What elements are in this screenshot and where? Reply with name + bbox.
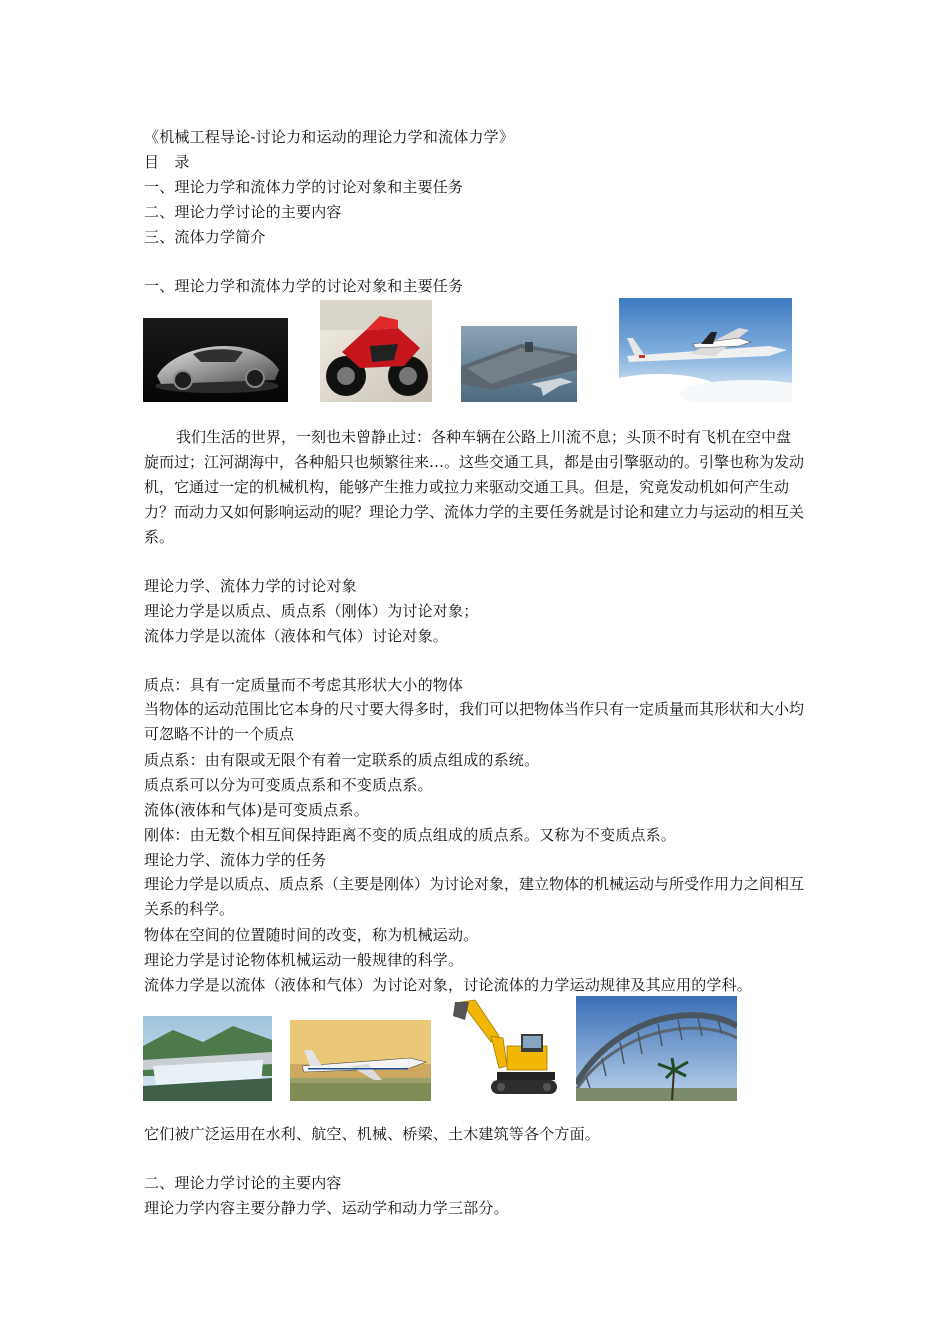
tasks-line: 理论力学是以质点、质点系（主要是刚体）为讨论对象，建立物体的机械运动与所受作用力之间相互关系的科学。	[144, 875, 805, 918]
aircraft-carrier-image	[461, 326, 577, 402]
dam-image	[143, 1016, 272, 1101]
system-definition: 质点系：由有限或无限个有着一定联系的质点组成的系统。	[144, 751, 540, 769]
particle-definition: 质点：具有一定质量而不考虑其形状大小的物体	[144, 676, 464, 694]
tasks-block	[144, 872, 804, 922]
mechanics-definition: 理论力学是讨论物体机械运动一般规律的科学。	[144, 951, 464, 969]
sports-car-image	[143, 318, 288, 402]
system-types: 质点系可以分为可变质点系和不变质点系。	[144, 776, 433, 794]
bridge-image	[576, 996, 737, 1101]
toc-item: 二、理论力学讨论的主要内容	[144, 203, 342, 221]
section2-line: 理论力学内容主要分静力学、运动学和动力学三部分。	[144, 1199, 509, 1217]
section2-heading: 二、理论力学讨论的主要内容	[144, 1174, 342, 1192]
particle-explanation: 当物体的运动范围比它本身的尺寸要大得多时，我们可以把物体当作只有一定质量而其形状和大小均可忽略不计的一个质点	[144, 700, 805, 743]
objects-heading: 理论力学、流体力学的讨论对象	[144, 577, 357, 595]
toc-heading: 目 录	[144, 153, 190, 171]
application-line: 它们被广泛运用在水利、航空、机械、桥梁、土木建筑等各个方面。	[144, 1125, 601, 1143]
toc-item: 三、流体力学简介	[144, 228, 266, 246]
jet-airliner-image	[290, 1020, 431, 1101]
motion-definition: 物体在空间的位置随时间的改变，称为机械运动。	[144, 926, 479, 944]
intro-paragraph: 我们生活的世界，一刻也未曾静止过：各种车辆在公路上川流不息；头顶不时有飞机在空中盘旋而过；江河湖海中，各种船只也频繁往来…。这些交通工具，都是由引擎驱动的。引擎也称为发动机，它通过一定的机械机构，能够产生推力或拉力来驱动交通工具。但是，究竟发动机如何产生动力？而动力又如何影响运动的呢？理论力学、流体力学的主要任务就是讨论和建立力与运动的相互关系。	[144, 428, 805, 546]
fluid-variable: 流体(液体和气体)是可变质点系。	[144, 801, 369, 819]
toc-item: 一、理论力学和流体力学的讨论对象和主要任务	[144, 178, 464, 196]
airplane-image	[619, 298, 792, 402]
fluid-definition: 流体力学是以流体（液体和气体）为讨论对象，讨论流体的力学运动规律及其应用的学科。	[144, 976, 753, 994]
intro-paragraph-block	[144, 425, 804, 550]
excavator-image	[447, 996, 559, 1101]
particle-explanation-block	[144, 697, 804, 747]
motorcycle-image	[320, 300, 432, 402]
tasks-heading: 理论力学、流体力学的任务	[144, 851, 327, 869]
section1-heading: 一、理论力学和流体力学的讨论对象和主要任务	[144, 277, 464, 295]
objects-line: 流体力学是以流体（液体和气体）讨论对象。	[144, 627, 449, 645]
document-title: 《机械工程导论-讨论力和运动的理论力学和流体力学》	[144, 128, 515, 146]
objects-line: 理论力学是以质点、质点系（刚体）为讨论对象；	[144, 602, 479, 620]
rigid-definition: 刚体：由无数个相互间保持距离不变的质点组成的质点系。又称为不变质点系。	[144, 826, 677, 844]
